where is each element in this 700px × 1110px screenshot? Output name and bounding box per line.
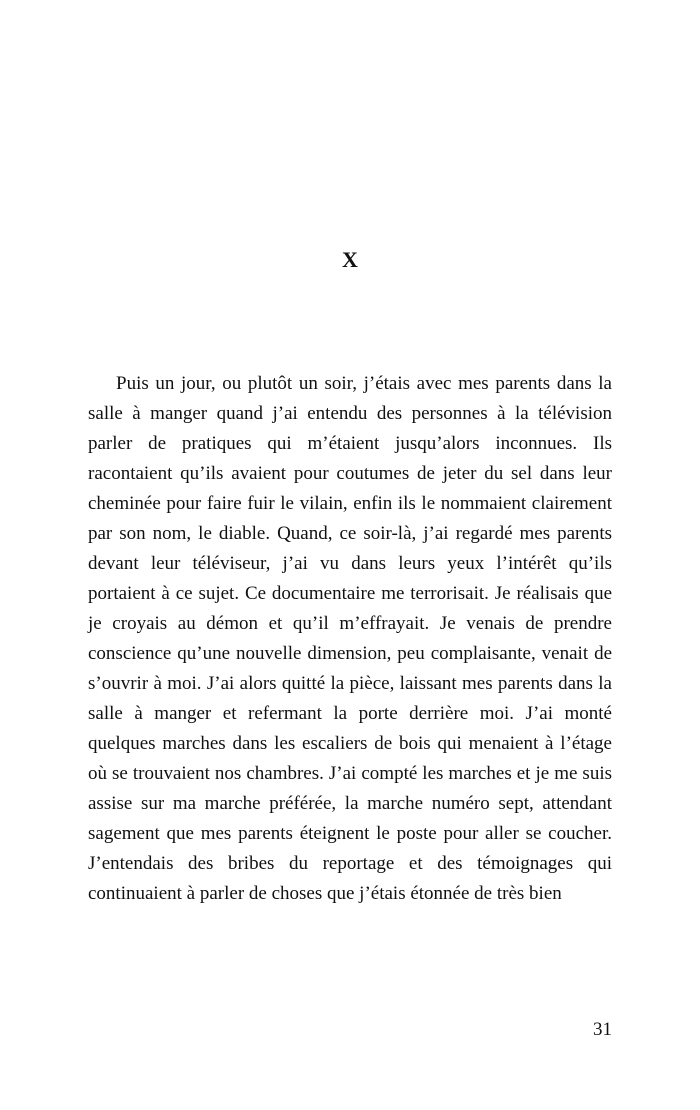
page-number: 31 — [593, 1019, 612, 1040]
body-paragraph: Puis un jour, ou plutôt un soir, j’étais avec mes parents dans la salle à manger quand j’ai entendu des personnes à la télévision parler de pratiques qui m’étaient jusqu’alors inconnues. Ils racontaient qu’ils avaient pour coutumes de jeter du sel dans leur cheminée pour faire fuir le vilain, enfin ils le nommaient clairement par son nom, le diable. Quand, ce soir-là, j’ai regardé mes parents devant leur téléviseur, j’ai vu dans leurs yeux l’intérêt qu’ils portaient à ce sujet. Ce documentaire me terrorisait. Je réalisais que je croyais au démon et qu’il m’effrayait. Je venais de prendre conscience qu’une nouvelle dimension, peu complaisante, venait de s’ouvrir à moi. J’ai alors quitté la pièce, laissant mes parents dans la salle à manger et refermant la porte derrière moi. J’ai monté quelques marches dans les escaliers de bois qui menaient à l’étage où se trouvaient nos chambres. J’ai compté les marches et je me suis assise sur ma marche préférée, la marche numéro sept, attendant sagement que mes parents éteignent le poste pour aller se coucher. J’entendais des bribes du reportage et des témoignages qui continuaient à parler de choses que j’étais étonnée de très bien — [88, 373, 612, 904]
chapter-heading: X — [342, 247, 358, 272]
